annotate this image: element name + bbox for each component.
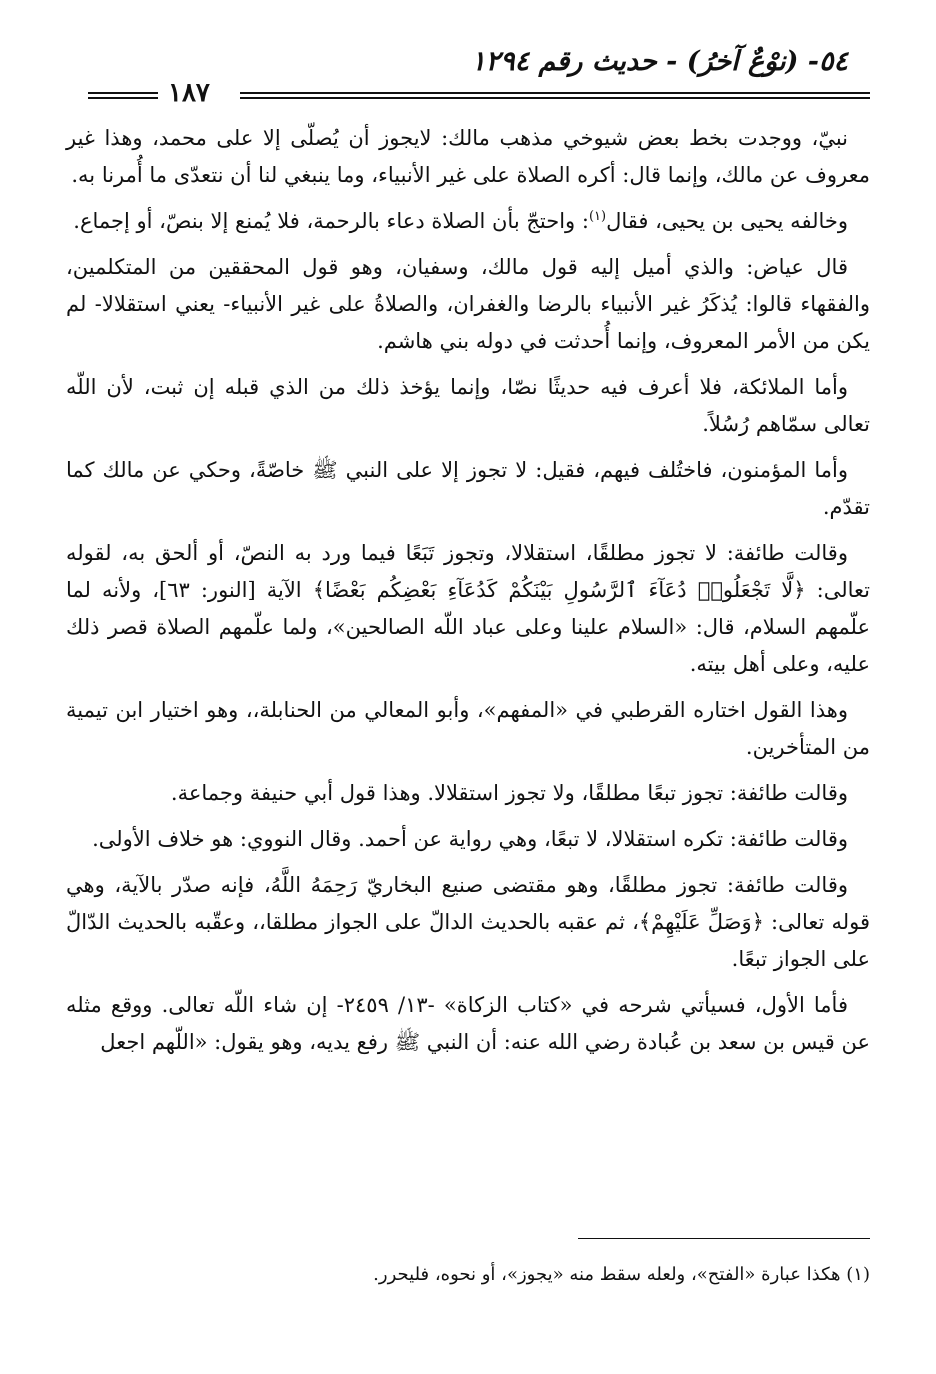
paragraph-11: فأما الأول، فسيأتي شرحه في «كتاب الزكاة» -١٣/ ٢٤٥٩- إن شاء اللّه تعالى. ووقع مثله عن قيس بن سعد بن عُبادة رضي الله عنه: أن النبي ﷺ رفع يديه، وهو يقول: «اللّهم اجعل bbox=[66, 993, 870, 1054]
paragraph-6: وقالت طائفة: لا تجوز مطلقًا، استقلالا، وتجوز تَبَعًا فيما ورد به النصّ، أو ألحق به، لقوله تعالى: ﴿لَّا تَجْعَلُوا۟ دُعَآءَ ٱلرَّسُولِ بَيْنَكُمْ كَدُعَآءِ بَعْضِكُم بَعْضًا﴾ الآية [النور: ٦٣]، ولأنه لما علّمهم السلام، قال: «السلام علينا وعلى عباد اللّه الصالحين»، ولما علّمهم الصلاة قصر ذلك عليه، وعلى أهل بيته. bbox=[66, 541, 870, 676]
paragraph-2-start: وخالفه يحيى بن يحيى، فقال bbox=[606, 209, 848, 233]
paragraph-10: وقالت طائفة: تجوز مطلقًا، وهو مقتضى صنيع البخاريّ رَحِمَهُ اللَّهُ، فإنه صدّر بالآية، وهي قوله تعالى: ﴿وَصَلِّ عَلَيْهِمْ﴾، ثم عقبه بالحديث الدالّ على الجواز مطلقا،، وعقّبه بالحديث الدّالّ على الجواز تبعًا. bbox=[66, 873, 870, 971]
running-header-title: ٥٤- (نوْعٌ آخرُ) - حديث رقم ١٢٩٤ bbox=[471, 46, 848, 77]
footnote-reference: (١) bbox=[588, 209, 607, 224]
footnote: (١) هكذا عبارة «الفتح»، ولعله سقط منه «يجوز»، أو نحوه، فليحرر. bbox=[373, 1264, 870, 1285]
footnote-separator bbox=[578, 1238, 870, 1239]
main-text bbox=[66, 120, 870, 1070]
paragraph-9: وقالت طائفة: تكره استقلالا، لا تبعًا، وهي رواية عن أحمد. وقال النووي: هو خلاف الأولى. bbox=[92, 827, 848, 851]
page-number-rule bbox=[88, 92, 158, 99]
paragraph-2 bbox=[66, 203, 870, 240]
paragraph-2-end: : واحتجّ بأن الصلاة دعاء بالرحمة، فلا يُمنع إلا بنصّ، أو إجماع. bbox=[73, 209, 589, 233]
page-number: ١٨٧ bbox=[168, 78, 210, 108]
paragraph-3: قال عياض: والذي أميل إليه قول مالك، وسفيان، وهو قول المحققين من المتكلمين، والفقهاء قالوا: يُذكَرُ غير الأنبياء بالرضا والغفران، والصلاةُ على غير الأنبياء- يعني استقلالا- لم يكن من الأمر المعروف، وإنما أُحدثت في دوله بني هاشم. bbox=[66, 255, 870, 353]
paragraph-8: وقالت طائفة: تجوز تبعًا مطلقًا، ولا تجوز استقلالا. وهذا قول أبي حنيفة وجماعة. bbox=[170, 781, 848, 805]
paragraph-4: وأما الملائكة، فلا أعرف فيه حديثًا نصّا، وإنما يؤخذ ذلك من الذي قبله إن ثبت، لأن اللّه تعالى سمّاهم رُسُلاً. bbox=[66, 375, 870, 436]
paragraph-5: وأما المؤمنون، فاختُلف فيهم، فقيل: لا تجوز إلا على النبي ﷺ خاصّةً، وحكي عن مالك كما تقدّم. bbox=[66, 458, 870, 519]
paragraph-7: وهذا القول اختاره القرطبي في «المفهم»، وأبو المعالي من الحنابلة،، وهو اختيار ابن تيمية من المتأخرين. bbox=[66, 698, 870, 759]
paragraph-1: نبيّ، ووجدت بخط بعض شيوخي مذهب مالك: لايجوز أن يُصلّى إلا على محمد، وهذا غير معروف عن مالك، وإنما قال: أكره الصلاة على غير الأنبياء، وما ينبغي لنا أن نتعدّى ما أُمرنا به. bbox=[66, 126, 870, 187]
header-rule bbox=[240, 92, 870, 99]
